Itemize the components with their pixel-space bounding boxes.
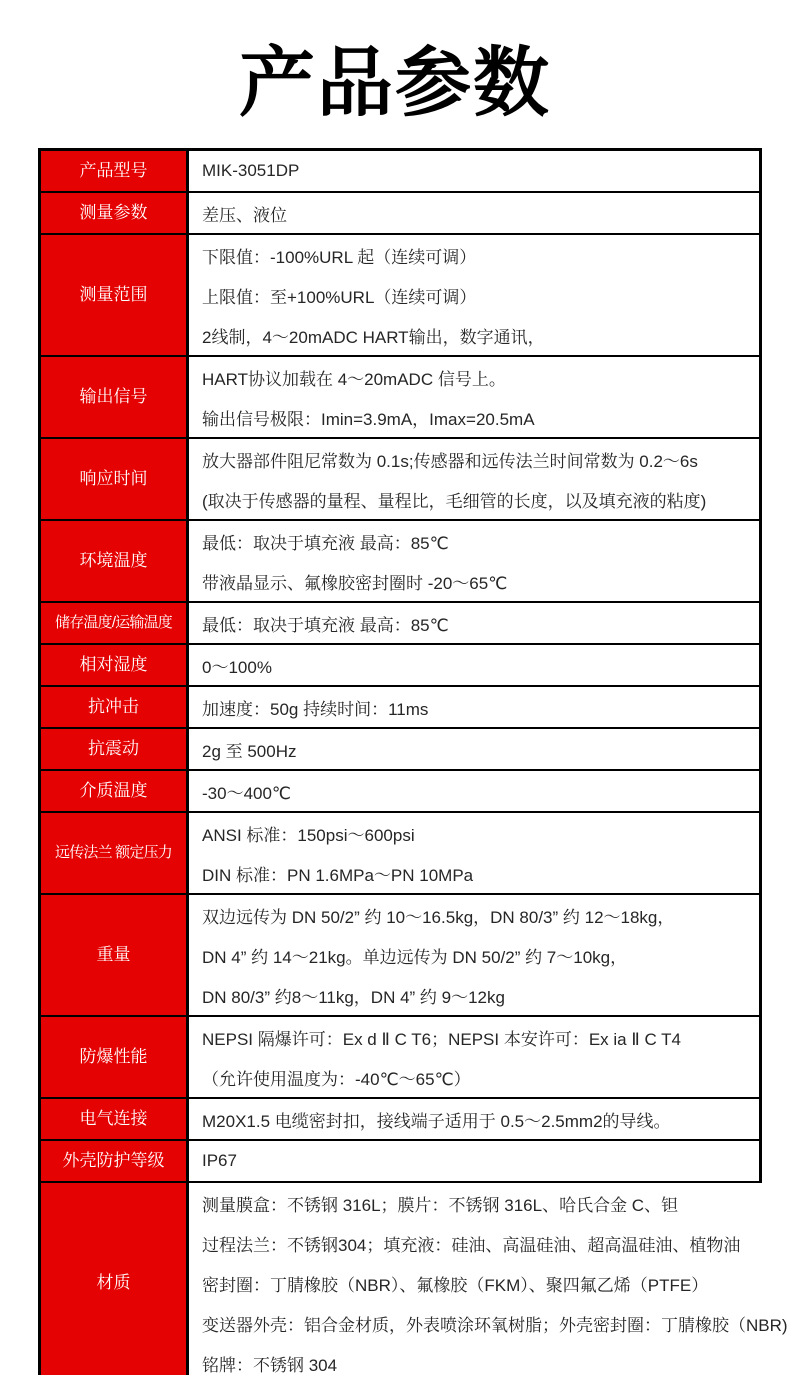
spec-value [189, 193, 759, 233]
spec-line: 2线制，4～20mADC HART输出，数字通讯， [202, 327, 545, 347]
spec-value [189, 357, 759, 437]
spec-label: 测量参数 [41, 193, 189, 233]
spec-value [189, 771, 759, 811]
spec-line: 放大器部件阻尼常数为 0.1s;传感器和远传法兰时间常数为 0.2～6s [202, 451, 698, 471]
table-row [41, 727, 759, 769]
table-row [41, 437, 759, 519]
spec-value [189, 603, 759, 643]
spec-label: 重量 [41, 895, 189, 1015]
table-row [41, 769, 759, 811]
table-row [41, 1139, 759, 1181]
spec-line: 加速度：50g 持续时间：11ms [202, 699, 429, 719]
spec-label: 测量范围 [41, 235, 189, 355]
spec-label: 响应时间 [41, 439, 189, 519]
spec-line: 双边远传为 DN 50/2” 约 10～16.5kg，DN 80/3” 约 12～18kg， [202, 907, 675, 927]
spec-label: 电气连接 [41, 1099, 189, 1139]
spec-label: 防爆性能 [41, 1017, 189, 1097]
spec-line: DN 80/3” 约8～11kg，DN 4” 约 9～12kg [202, 987, 505, 1007]
table-row [41, 685, 759, 727]
spec-line: 2g 至 500Hz [202, 741, 297, 761]
spec-label: 输出信号 [41, 357, 189, 437]
spec-line: DIN 标准：PN 1.6MPa～PN 10MPa [202, 865, 474, 885]
spec-value [189, 729, 759, 769]
spec-line: （允许使用温度为：-40℃～65℃） [202, 1069, 471, 1089]
spec-line: IP67 [202, 1151, 237, 1170]
spec-line: 铭牌：不锈钢 304 [202, 1355, 338, 1375]
table-row [41, 1015, 759, 1097]
table-row [41, 191, 759, 233]
table-row [41, 1181, 788, 1375]
spec-line: 差压、液位 [202, 205, 287, 225]
spec-value [189, 1141, 759, 1181]
spec-line: 密封圈：丁腈橡胶（NBR）、氟橡胶（FKM）、聚四氟乙烯（PTFE） [202, 1275, 709, 1295]
spec-value [189, 151, 759, 191]
spec-label: 材质 [41, 1183, 189, 1375]
spec-line: (取决于传感器的量程、量程比，毛细管的长度，以及填充液的粘度) [202, 491, 707, 511]
spec-line: NEPSI 隔爆许可：Ex d Ⅱ C T6；NEPSI 本安许可：Ex ia Ⅱ C T4 [202, 1029, 681, 1049]
spec-line: HART协议加载在 4～20mADC 信号上。 [202, 369, 506, 389]
table-row [41, 151, 759, 191]
spec-line: M20X1.5 电缆密封扣，接线端子适用于 0.5～2.5mm2的导线。 [202, 1111, 671, 1131]
spec-value [189, 439, 759, 519]
spec-value [189, 1183, 790, 1375]
spec-value [189, 895, 759, 1015]
spec-value [189, 1099, 759, 1139]
spec-value [189, 1017, 759, 1097]
spec-label: 储存温度/运输温度 [41, 603, 189, 643]
spec-value [189, 521, 759, 601]
spec-label: 介质温度 [41, 771, 189, 811]
spec-label: 抗震动 [41, 729, 189, 769]
page-title: 产品参数 [239, 41, 551, 126]
spec-label: 环境温度 [41, 521, 189, 601]
spec-value [189, 687, 759, 727]
table-row [41, 601, 759, 643]
table-row [41, 643, 759, 685]
spec-line: DN 4” 约 14～21kg。单边远传为 DN 50/2” 约 7～10kg， [202, 947, 628, 967]
table-row [41, 355, 759, 437]
spec-line: 0～100% [202, 657, 272, 677]
spec-label: 远传法兰 额定压力 [41, 813, 189, 893]
table-row [41, 1097, 759, 1139]
spec-line: 最低：取决于填充液 最高：85℃ [202, 615, 449, 635]
spec-table [38, 148, 788, 1375]
table-row [41, 233, 759, 355]
spec-line: 下限值：-100%URL 起（连续可调） [202, 247, 477, 267]
spec-value [189, 813, 759, 893]
spec-value [189, 645, 759, 685]
spec-line: 过程法兰：不锈钢304；填充液：硅油、高温硅油、超高温硅油、植物油 [202, 1235, 741, 1255]
table-row [41, 811, 759, 893]
table-row [41, 519, 759, 601]
spec-line: 输出信号极限：Imin=3.9mA，Imax=20.5mA [202, 409, 535, 429]
spec-label: 外壳防护等级 [41, 1141, 189, 1181]
spec-label: 产品型号 [41, 151, 189, 191]
spec-line: 测量膜盒：不锈钢 316L；膜片：不锈钢 316L、哈氏合金 C、钽 [202, 1195, 679, 1215]
table-row [41, 893, 759, 1015]
spec-label: 抗冲击 [41, 687, 189, 727]
spec-value [189, 235, 759, 355]
spec-line: 变送器外壳：铝合金材质，外表喷涂环氧树脂；外壳密封圈：丁腈橡胶（NBR) [202, 1315, 788, 1335]
spec-line: 上限值：至+100%URL（连续可调） [202, 287, 477, 307]
spec-line: ANSI 标准：150psi～600psi [202, 825, 415, 845]
spec-line: -30～400℃ [202, 783, 292, 803]
spec-line: 最低：取决于填充液 最高：85℃ [202, 533, 449, 553]
spec-line: MIK-3051DP [202, 161, 300, 180]
spec-label: 相对湿度 [41, 645, 189, 685]
spec-line: 带液晶显示、氟橡胶密封圈时 -20～65℃ [202, 573, 508, 593]
